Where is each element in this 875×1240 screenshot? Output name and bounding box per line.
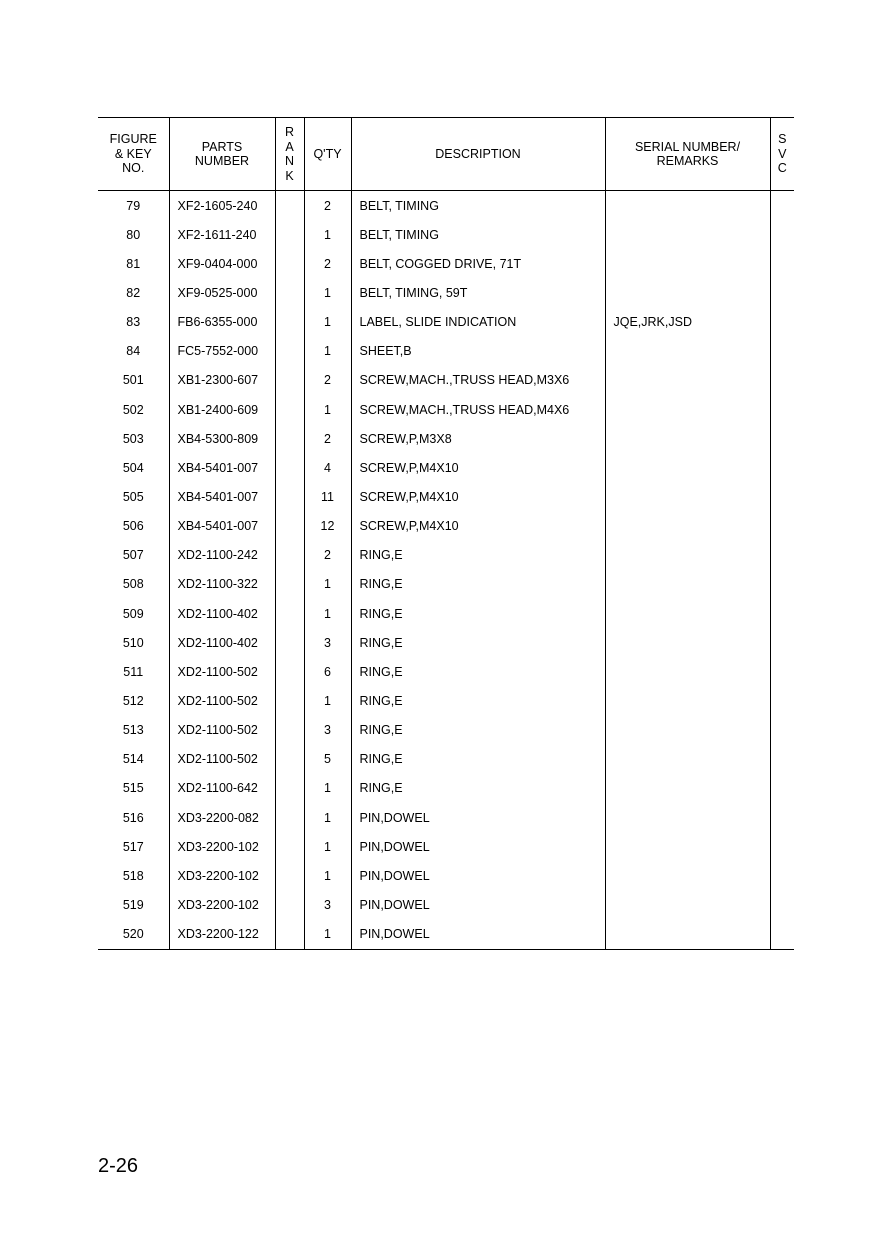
cell-parts-number: XD3-2200-082 bbox=[169, 803, 275, 832]
cell-rank bbox=[275, 366, 304, 395]
cell-description: PIN,DOWEL bbox=[351, 890, 605, 919]
cell-qty: 1 bbox=[304, 337, 351, 366]
cell-rank bbox=[275, 628, 304, 657]
cell-remarks bbox=[605, 570, 770, 599]
cell-key-no: 520 bbox=[98, 920, 169, 950]
cell-qty: 2 bbox=[304, 249, 351, 278]
cell-remarks bbox=[605, 191, 770, 221]
cell-qty: 1 bbox=[304, 686, 351, 715]
cell-qty: 1 bbox=[304, 308, 351, 337]
cell-rank bbox=[275, 541, 304, 570]
table-row bbox=[98, 366, 794, 395]
cell-remarks bbox=[605, 337, 770, 366]
cell-rank bbox=[275, 424, 304, 453]
cell-remarks bbox=[605, 599, 770, 628]
cell-qty: 11 bbox=[304, 482, 351, 511]
cell-rank bbox=[275, 570, 304, 599]
cell-svc bbox=[770, 512, 794, 541]
cell-qty: 2 bbox=[304, 424, 351, 453]
cell-description: LABEL, SLIDE INDICATION bbox=[351, 308, 605, 337]
cell-rank bbox=[275, 278, 304, 307]
table-row bbox=[98, 890, 794, 919]
header-qty: Q'TY bbox=[304, 118, 351, 191]
page-number: 2-26 bbox=[98, 1155, 139, 1177]
cell-svc bbox=[770, 861, 794, 890]
cell-key-no: 511 bbox=[123, 664, 144, 679]
cell-remarks: JQE,JRK,JSD bbox=[605, 308, 770, 337]
cell-qty: 1 bbox=[304, 278, 351, 307]
cell-qty: 1 bbox=[304, 832, 351, 861]
cell-qty: 1 bbox=[304, 220, 351, 249]
table-row bbox=[98, 599, 794, 628]
cell-remarks bbox=[605, 686, 770, 715]
header-serial-remarks: SERIAL NUMBER/ REMARKS bbox=[605, 118, 770, 191]
cell-description: RING,E bbox=[351, 716, 605, 745]
cell-description: BELT, COGGED DRIVE, 71T bbox=[351, 249, 605, 278]
cell-remarks bbox=[605, 249, 770, 278]
cell-svc bbox=[770, 890, 794, 919]
cell-key-no: 502 bbox=[122, 402, 144, 417]
cell-parts-number: XB4-5401-007 bbox=[169, 512, 275, 541]
cell-rank bbox=[275, 599, 304, 628]
cell-svc bbox=[770, 657, 794, 686]
cell-qty: 1 bbox=[304, 599, 351, 628]
cell-parts-number: XB1-2300-607 bbox=[169, 366, 275, 395]
cell-svc bbox=[770, 599, 794, 628]
table-row bbox=[98, 686, 794, 715]
cell-qty: 1 bbox=[304, 774, 351, 803]
cell-svc bbox=[770, 308, 794, 337]
table-row bbox=[98, 482, 794, 511]
cell-rank bbox=[275, 657, 304, 686]
cell-description: RING,E bbox=[351, 541, 605, 570]
cell-qty: 12 bbox=[304, 512, 351, 541]
cell-qty: 3 bbox=[304, 716, 351, 745]
cell-svc bbox=[770, 716, 794, 745]
cell-svc bbox=[770, 745, 794, 774]
table-row bbox=[98, 657, 794, 686]
table-row bbox=[98, 191, 794, 221]
cell-description: RING,E bbox=[351, 599, 605, 628]
table-row bbox=[98, 541, 794, 570]
cell-parts-number: XD2-1100-402 bbox=[169, 628, 275, 657]
cell-key-no: 506 bbox=[122, 519, 144, 534]
cell-rank bbox=[275, 395, 304, 424]
table-row bbox=[98, 628, 794, 657]
cell-svc bbox=[770, 774, 794, 803]
cell-key-no: 507 bbox=[122, 548, 144, 563]
cell-qty: 2 bbox=[304, 366, 351, 395]
cell-key-no: 508 bbox=[122, 577, 144, 592]
cell-parts-number: XD2-1100-402 bbox=[169, 599, 275, 628]
cell-description: PIN,DOWEL bbox=[351, 832, 605, 861]
cell-parts-number: XB1-2400-609 bbox=[169, 395, 275, 424]
cell-description: SHEET,B bbox=[351, 337, 605, 366]
table-row bbox=[98, 832, 794, 861]
cell-qty: 1 bbox=[304, 920, 351, 950]
cell-parts-number: XD3-2200-102 bbox=[169, 890, 275, 919]
header-figure-key-no: FIGURE & KEY NO. bbox=[98, 118, 169, 191]
header-parts-number: PARTS NUMBER bbox=[169, 118, 275, 191]
cell-parts-number: XB4-5401-007 bbox=[169, 453, 275, 482]
cell-qty: 2 bbox=[304, 541, 351, 570]
cell-rank bbox=[275, 686, 304, 715]
cell-rank bbox=[275, 308, 304, 337]
cell-key-no: 517 bbox=[122, 839, 144, 854]
cell-key-no: 79 bbox=[126, 198, 141, 213]
cell-description: SCREW,MACH.,TRUSS HEAD,M3X6 bbox=[351, 366, 605, 395]
cell-svc bbox=[770, 628, 794, 657]
cell-rank bbox=[275, 716, 304, 745]
cell-rank bbox=[275, 774, 304, 803]
cell-parts-number: XB4-5401-007 bbox=[169, 482, 275, 511]
cell-qty: 2 bbox=[304, 191, 351, 221]
cell-remarks bbox=[605, 657, 770, 686]
cell-qty: 1 bbox=[304, 861, 351, 890]
cell-rank bbox=[275, 191, 304, 221]
cell-parts-number: XD2-1100-322 bbox=[169, 570, 275, 599]
cell-key-no: 514 bbox=[122, 752, 144, 767]
table-row bbox=[98, 920, 794, 950]
cell-remarks bbox=[605, 220, 770, 249]
parts-list-table bbox=[98, 117, 794, 950]
cell-remarks bbox=[605, 745, 770, 774]
cell-svc bbox=[770, 541, 794, 570]
cell-parts-number: XD2-1100-502 bbox=[169, 745, 275, 774]
cell-description: RING,E bbox=[351, 657, 605, 686]
cell-svc bbox=[770, 191, 794, 221]
cell-remarks bbox=[605, 278, 770, 307]
cell-svc bbox=[770, 686, 794, 715]
cell-svc bbox=[770, 249, 794, 278]
cell-key-no: 503 bbox=[122, 431, 144, 446]
cell-rank bbox=[275, 803, 304, 832]
cell-description: PIN,DOWEL bbox=[351, 861, 605, 890]
header-description: DESCRIPTION bbox=[351, 118, 605, 191]
table-row bbox=[98, 337, 794, 366]
cell-parts-number: XD3-2200-122 bbox=[169, 920, 275, 950]
cell-parts-number: XD2-1100-242 bbox=[169, 541, 275, 570]
cell-parts-number: XF2-1605-240 bbox=[169, 191, 275, 221]
cell-key-no: 84 bbox=[126, 344, 141, 359]
cell-remarks bbox=[605, 628, 770, 657]
cell-parts-number: XD3-2200-102 bbox=[169, 832, 275, 861]
cell-description: RING,E bbox=[351, 745, 605, 774]
table-row bbox=[98, 861, 794, 890]
cell-qty: 3 bbox=[304, 628, 351, 657]
cell-qty: 5 bbox=[304, 745, 351, 774]
cell-key-no: 82 bbox=[126, 285, 141, 300]
cell-parts-number: FC5-7552-000 bbox=[169, 337, 275, 366]
cell-svc bbox=[770, 395, 794, 424]
table-row bbox=[98, 745, 794, 774]
cell-description: PIN,DOWEL bbox=[351, 920, 605, 950]
cell-parts-number: XF9-0525-000 bbox=[169, 278, 275, 307]
cell-qty: 6 bbox=[304, 657, 351, 686]
cell-remarks bbox=[605, 541, 770, 570]
cell-qty: 3 bbox=[304, 890, 351, 919]
cell-rank bbox=[275, 832, 304, 861]
cell-description: RING,E bbox=[351, 570, 605, 599]
cell-remarks bbox=[605, 453, 770, 482]
cell-rank bbox=[275, 453, 304, 482]
table-row bbox=[98, 278, 794, 307]
cell-rank bbox=[275, 890, 304, 919]
cell-description: RING,E bbox=[351, 628, 605, 657]
cell-key-no: 519 bbox=[122, 897, 144, 912]
cell-svc bbox=[770, 220, 794, 249]
cell-remarks bbox=[605, 395, 770, 424]
cell-description: SCREW,P,M4X10 bbox=[351, 482, 605, 511]
cell-key-no: 81 bbox=[126, 256, 141, 271]
cell-parts-number: XF9-0404-000 bbox=[169, 249, 275, 278]
cell-parts-number: XD3-2200-102 bbox=[169, 861, 275, 890]
cell-svc bbox=[770, 453, 794, 482]
cell-description: PIN,DOWEL bbox=[351, 803, 605, 832]
cell-key-no: 80 bbox=[126, 227, 141, 242]
cell-remarks bbox=[605, 920, 770, 950]
table-row bbox=[98, 512, 794, 541]
cell-qty: 1 bbox=[304, 395, 351, 424]
cell-svc bbox=[770, 278, 794, 307]
cell-svc bbox=[770, 920, 794, 950]
cell-parts-number: XF2-1611-240 bbox=[169, 220, 275, 249]
cell-rank bbox=[275, 249, 304, 278]
cell-remarks bbox=[605, 366, 770, 395]
table-row bbox=[98, 774, 794, 803]
cell-parts-number: XD2-1100-502 bbox=[169, 657, 275, 686]
cell-key-no: 516 bbox=[122, 810, 144, 825]
cell-key-no: 505 bbox=[122, 489, 144, 504]
cell-key-no: 513 bbox=[122, 723, 144, 738]
cell-remarks bbox=[605, 832, 770, 861]
cell-parts-number: FB6-6355-000 bbox=[169, 308, 275, 337]
cell-key-no: 509 bbox=[122, 606, 144, 621]
cell-parts-number: XB4-5300-809 bbox=[169, 424, 275, 453]
cell-remarks bbox=[605, 512, 770, 541]
cell-parts-number: XD2-1100-642 bbox=[169, 774, 275, 803]
cell-svc bbox=[770, 424, 794, 453]
cell-key-no: 515 bbox=[122, 781, 144, 796]
cell-svc bbox=[770, 570, 794, 599]
cell-key-no: 510 bbox=[122, 635, 144, 650]
cell-key-no: 518 bbox=[122, 868, 144, 883]
cell-remarks bbox=[605, 716, 770, 745]
cell-key-no: 501 bbox=[122, 373, 144, 388]
cell-rank bbox=[275, 745, 304, 774]
table-row bbox=[98, 220, 794, 249]
cell-rank bbox=[275, 920, 304, 950]
cell-remarks bbox=[605, 890, 770, 919]
cell-svc bbox=[770, 482, 794, 511]
cell-description: SCREW,P,M3X8 bbox=[351, 424, 605, 453]
table-header-row bbox=[98, 118, 794, 191]
cell-description: RING,E bbox=[351, 774, 605, 803]
cell-description: BELT, TIMING, 59T bbox=[351, 278, 605, 307]
cell-svc bbox=[770, 366, 794, 395]
table-row bbox=[98, 570, 794, 599]
cell-remarks bbox=[605, 774, 770, 803]
header-rank: R A N K bbox=[275, 118, 304, 191]
cell-description: SCREW,MACH.,TRUSS HEAD,M4X6 bbox=[351, 395, 605, 424]
cell-description: BELT, TIMING bbox=[351, 220, 605, 249]
cell-qty: 4 bbox=[304, 453, 351, 482]
cell-description: BELT, TIMING bbox=[351, 191, 605, 221]
cell-remarks bbox=[605, 803, 770, 832]
table-row bbox=[98, 803, 794, 832]
cell-qty: 1 bbox=[304, 570, 351, 599]
table-row bbox=[98, 308, 794, 337]
cell-key-no: 512 bbox=[122, 693, 144, 708]
cell-rank bbox=[275, 482, 304, 511]
table-row bbox=[98, 716, 794, 745]
table-row bbox=[98, 453, 794, 482]
cell-remarks bbox=[605, 424, 770, 453]
cell-description: RING,E bbox=[351, 686, 605, 715]
table-row bbox=[98, 395, 794, 424]
cell-svc bbox=[770, 337, 794, 366]
cell-rank bbox=[275, 337, 304, 366]
cell-key-no: 504 bbox=[122, 460, 144, 475]
cell-description: SCREW,P,M4X10 bbox=[351, 512, 605, 541]
cell-description: SCREW,P,M4X10 bbox=[351, 453, 605, 482]
cell-remarks bbox=[605, 482, 770, 511]
cell-rank bbox=[275, 861, 304, 890]
table-row bbox=[98, 424, 794, 453]
header-svc: S V C bbox=[770, 118, 794, 191]
cell-svc bbox=[770, 803, 794, 832]
parts-list-body bbox=[98, 191, 794, 950]
table-row bbox=[98, 249, 794, 278]
cell-rank bbox=[275, 220, 304, 249]
cell-qty: 1 bbox=[304, 803, 351, 832]
cell-parts-number: XD2-1100-502 bbox=[169, 716, 275, 745]
cell-remarks bbox=[605, 861, 770, 890]
cell-key-no: 83 bbox=[126, 315, 141, 330]
cell-parts-number: XD2-1100-502 bbox=[169, 686, 275, 715]
cell-rank bbox=[275, 512, 304, 541]
cell-svc bbox=[770, 832, 794, 861]
